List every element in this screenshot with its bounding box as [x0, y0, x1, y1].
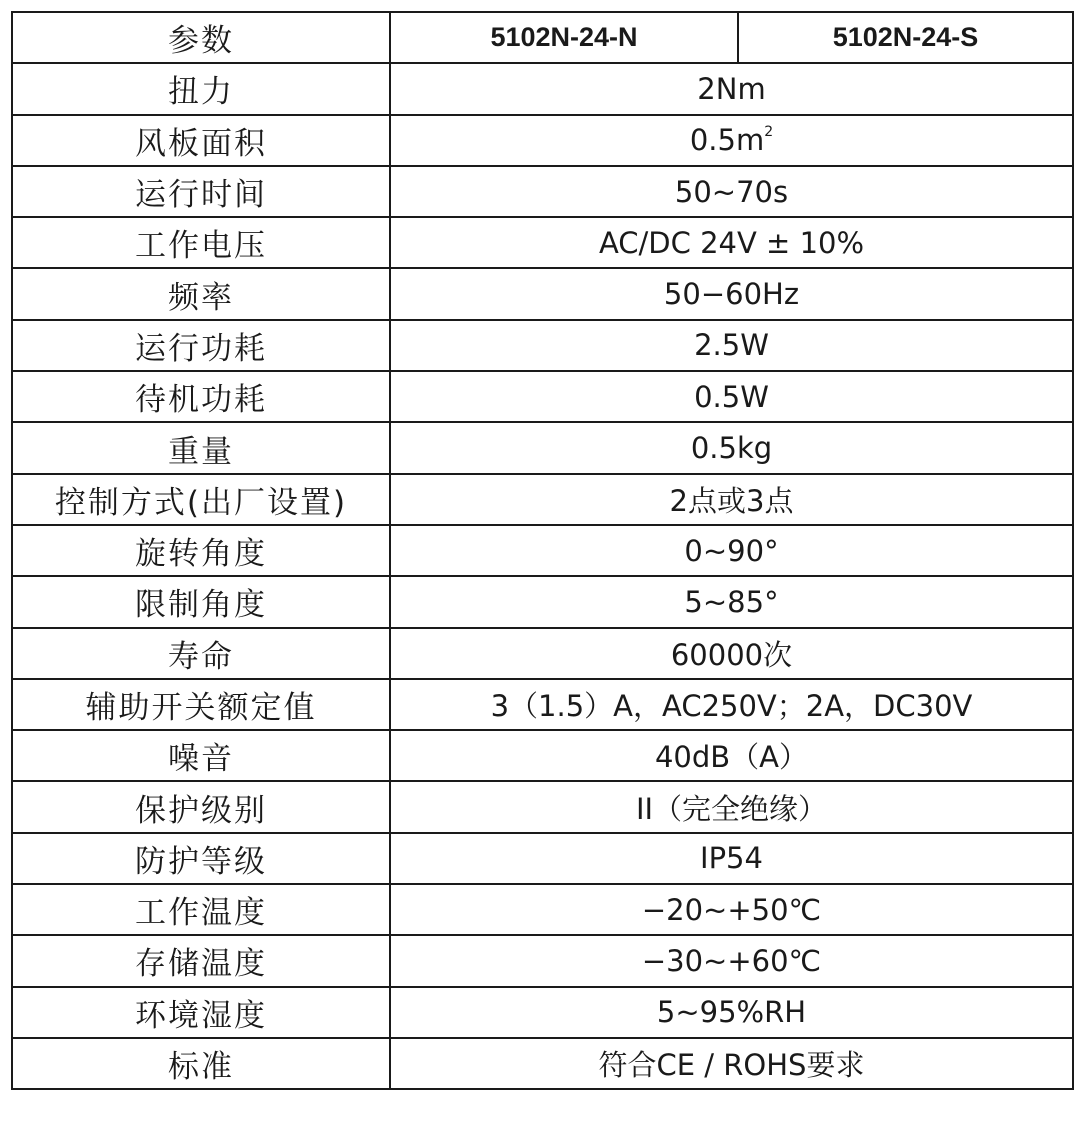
param-label: 保护级别	[12, 781, 390, 832]
param-value	[390, 525, 1073, 576]
table-row	[12, 474, 1073, 525]
param-value-text: −20~+50℃	[641, 892, 822, 927]
param-value-text: II（完全绝缘）	[635, 791, 828, 826]
param-value-text: 2.5W	[694, 328, 769, 363]
superscript: 2	[764, 124, 774, 141]
param-value	[390, 884, 1073, 935]
param-label: 存储温度	[12, 935, 390, 986]
table-row	[12, 833, 1073, 884]
table-row	[12, 987, 1073, 1038]
table-row	[12, 525, 1073, 576]
param-label: 扭力	[12, 63, 390, 114]
param-label: 寿命	[12, 628, 390, 679]
header-row	[12, 12, 1073, 63]
table-row	[12, 884, 1073, 935]
param-value-text: −30~+60℃	[641, 943, 822, 978]
param-label: 待机功耗	[12, 371, 390, 422]
param-value	[390, 1038, 1073, 1089]
param-value	[390, 987, 1073, 1038]
param-value	[390, 115, 1073, 166]
param-label: 旋转角度	[12, 525, 390, 576]
param-value	[390, 166, 1073, 217]
table-row	[12, 628, 1073, 679]
param-value	[390, 217, 1073, 268]
table-row	[12, 217, 1073, 268]
param-value	[390, 320, 1073, 371]
table-row	[12, 371, 1073, 422]
param-value	[390, 474, 1073, 525]
table-row	[12, 1038, 1073, 1089]
table-row	[12, 63, 1073, 114]
param-label: 标准	[12, 1038, 390, 1089]
param-label: 辅助开关额定值	[12, 679, 390, 730]
param-value-text: 0.5m	[689, 123, 765, 158]
param-value-text: 0~90°	[684, 533, 779, 568]
model-s-header: 5102N-24-S	[738, 12, 1073, 63]
table-row	[12, 781, 1073, 832]
table-row	[12, 679, 1073, 730]
param-value-text: 40dB（A）	[654, 740, 809, 775]
param-value-text: 5~85°	[684, 584, 779, 619]
param-label: 噪音	[12, 730, 390, 781]
param-value-text: IP54	[700, 841, 763, 876]
param-label: 环境湿度	[12, 987, 390, 1038]
param-value	[390, 781, 1073, 832]
param-value-text: 50−60Hz	[663, 277, 800, 312]
spec-table	[11, 11, 1074, 1090]
model-n-header: 5102N-24-N	[390, 12, 738, 63]
param-value	[390, 576, 1073, 627]
param-value-text: AC/DC 24V ± 10%	[598, 225, 865, 260]
param-label: 频率	[12, 268, 390, 319]
param-label: 风板面积	[12, 115, 390, 166]
param-value	[390, 679, 1073, 730]
table-row	[12, 730, 1073, 781]
param-value	[390, 833, 1073, 884]
param-label: 重量	[12, 422, 390, 473]
param-value	[390, 371, 1073, 422]
param-label: 防护等级	[12, 833, 390, 884]
param-value	[390, 935, 1073, 986]
table-row	[12, 115, 1073, 166]
spec-table-body	[12, 12, 1073, 1089]
param-label: 限制角度	[12, 576, 390, 627]
param-label: 工作温度	[12, 884, 390, 935]
table-row	[12, 320, 1073, 371]
table-row	[12, 422, 1073, 473]
param-value	[390, 628, 1073, 679]
param-label: 控制方式(出厂设置)	[12, 474, 390, 525]
param-label: 运行功耗	[12, 320, 390, 371]
param-value	[390, 268, 1073, 319]
param-value-text: 0.5W	[694, 379, 769, 414]
param-label: 工作电压	[12, 217, 390, 268]
param-value-text: 0.5kg	[690, 431, 773, 466]
param-value-text: 50~70s	[674, 174, 789, 209]
param-value-text: 符合CE / ROHS要求	[598, 1048, 865, 1083]
table-row	[12, 576, 1073, 627]
param-value-text: 3（1.5）A，AC250V；2A，DC30V	[490, 689, 973, 723]
param-value	[390, 63, 1073, 114]
param-value	[390, 422, 1073, 473]
param-value-text: 60000次	[670, 637, 793, 672]
table-row	[12, 166, 1073, 217]
param-header: 参数	[12, 12, 390, 63]
param-label: 运行时间	[12, 166, 390, 217]
table-row	[12, 268, 1073, 319]
param-value-text: 2点或3点	[669, 483, 794, 518]
param-value	[390, 730, 1073, 781]
param-value-text: 2Nm	[697, 71, 766, 106]
param-value-text: 5~95%RH	[656, 995, 807, 1030]
table-row	[12, 935, 1073, 986]
